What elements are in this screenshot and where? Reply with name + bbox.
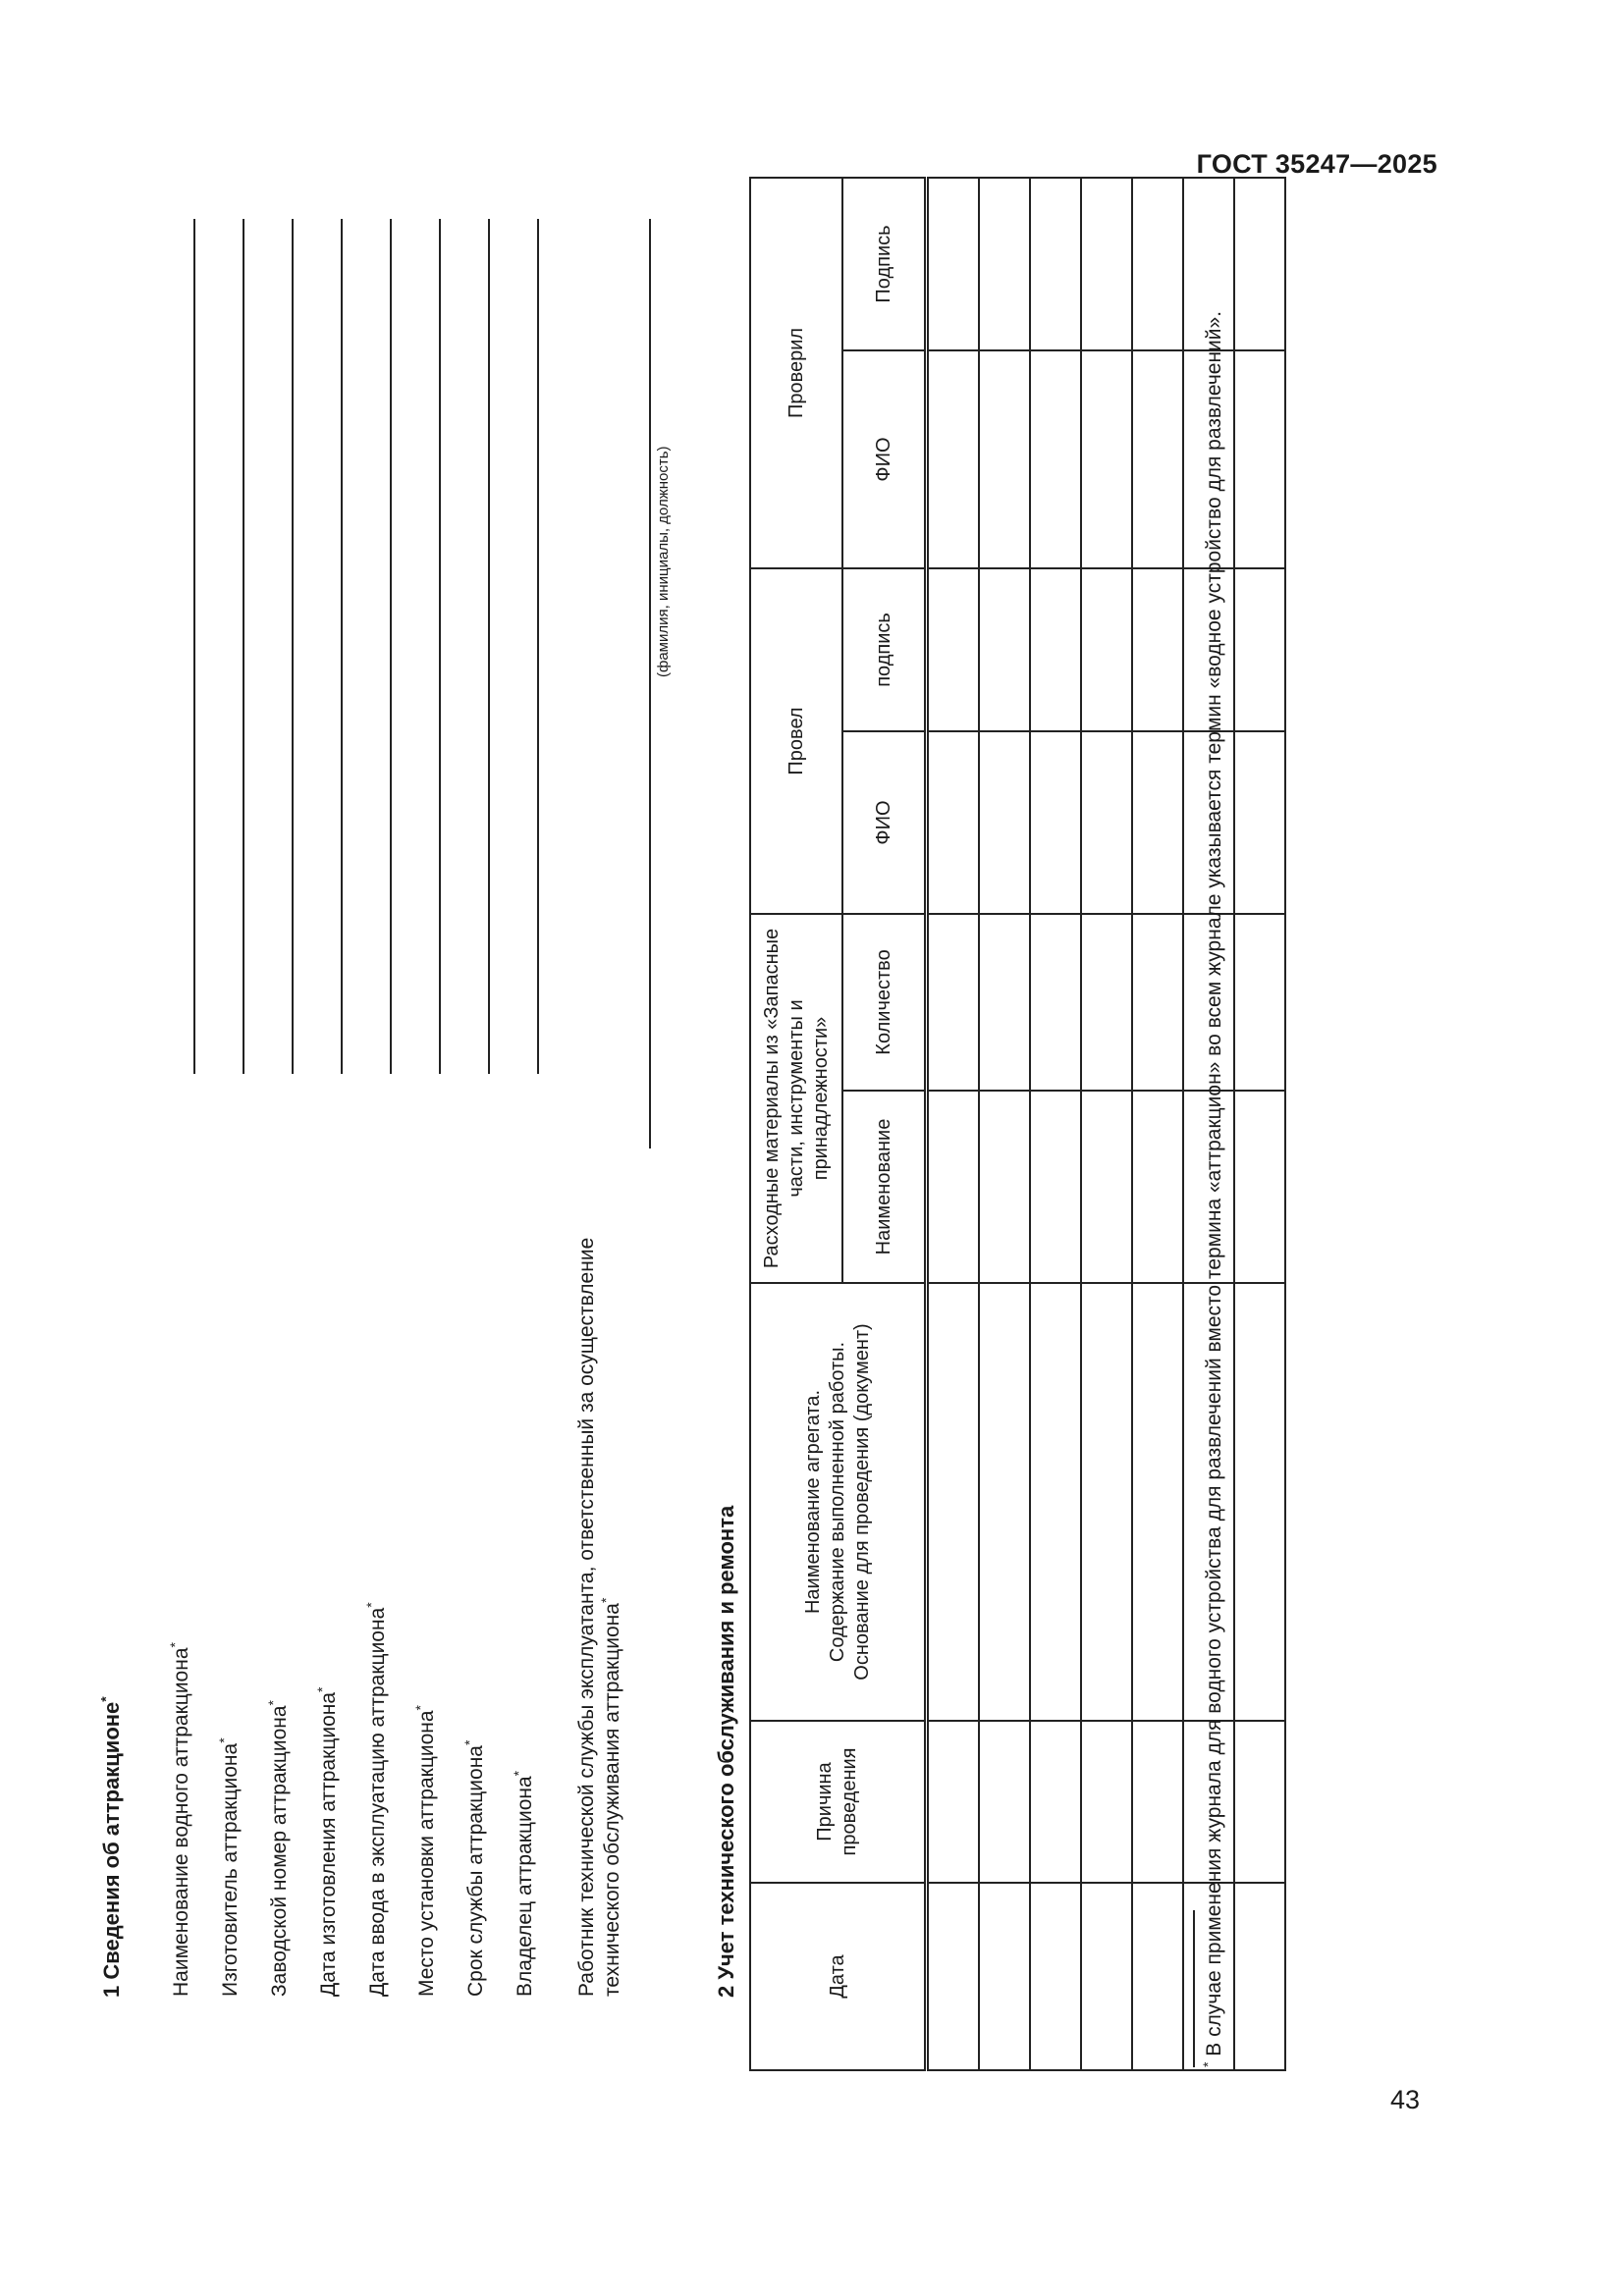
rotated-content <box>93 10 1409 2071</box>
table-cell[interactable] <box>927 568 980 731</box>
field-owner <box>508 219 539 1997</box>
table-cell[interactable] <box>1081 1091 1132 1283</box>
col-performed-by: Провел <box>750 568 842 914</box>
table-cell[interactable] <box>927 350 980 568</box>
table-cell[interactable] <box>1081 1883 1132 2070</box>
col-reason: Причина проведения <box>750 1721 927 1883</box>
table-row <box>1234 178 1285 2070</box>
table-cell[interactable] <box>927 1883 980 2070</box>
table-cell[interactable] <box>1030 568 1081 731</box>
table-cell[interactable] <box>1081 568 1132 731</box>
table-cell[interactable] <box>1081 1721 1132 1883</box>
page-number: 43 <box>1390 2085 1421 2114</box>
field-label: Наименование водного аттракциона* <box>167 1642 192 1997</box>
table-cell[interactable] <box>1132 1283 1183 1721</box>
table-cell[interactable] <box>1030 350 1081 568</box>
table-cell[interactable] <box>979 1091 1030 1283</box>
table-cell[interactable] <box>1234 1091 1285 1283</box>
fill-line[interactable] <box>292 219 294 1074</box>
footnote-rule <box>1193 1910 1195 2067</box>
fill-line[interactable] <box>488 219 490 1074</box>
table-cell[interactable] <box>1234 350 1285 568</box>
field-label: Срок службы аттракциона* <box>461 1739 487 1997</box>
table-cell[interactable] <box>927 731 980 914</box>
field-manufacturer <box>213 219 244 1997</box>
field-service-life <box>459 219 490 1997</box>
table-cell[interactable] <box>1132 1091 1183 1283</box>
table-cell[interactable] <box>979 178 1030 350</box>
table-cell[interactable] <box>927 1091 980 1283</box>
table-cell[interactable] <box>1234 914 1285 1091</box>
table-cell[interactable] <box>1234 1721 1285 1883</box>
field-serial-number <box>262 219 294 1997</box>
table-row <box>1081 178 1132 2070</box>
table-cell[interactable] <box>1132 178 1183 350</box>
col-unit-work-basis: Наименование агрегата. Содержание выполненной работы. Основание для проведения (документ) <box>750 1283 927 1721</box>
table-row <box>927 178 980 2070</box>
table-cell[interactable] <box>1081 1283 1132 1721</box>
table-row <box>1132 178 1183 2070</box>
table-cell[interactable] <box>927 1283 980 1721</box>
table-cell[interactable] <box>1030 731 1081 914</box>
responsible-worker-label: Работник технической службы эксплуатанта, ответственный за осуществление технического обслуживания аттракциона* <box>575 1237 623 1997</box>
table-cell[interactable] <box>1081 914 1132 1091</box>
col-materials-quantity: Количество <box>842 914 927 1091</box>
fill-line[interactable] <box>439 219 441 1074</box>
field-label: Дата ввода в эксплуатацию аттракциона* <box>363 1602 389 1997</box>
table-cell[interactable] <box>1132 914 1183 1091</box>
field-label: Изготовитель аттракциона* <box>216 1737 242 1997</box>
table-cell[interactable] <box>979 350 1030 568</box>
field-label: Дата изготовления аттракциона* <box>314 1686 340 1997</box>
table-cell[interactable] <box>1030 1283 1081 1721</box>
table-cell[interactable] <box>1030 178 1081 350</box>
field-label: Заводской номер аттракциона* <box>265 1700 291 1997</box>
table-cell[interactable] <box>1081 178 1132 350</box>
table-cell[interactable] <box>1132 568 1183 731</box>
table-cell[interactable] <box>1030 1721 1081 1883</box>
field-install-location <box>409 219 441 1997</box>
fill-line[interactable] <box>243 219 244 1074</box>
col-checked-by: Проверил <box>750 178 842 568</box>
col-checked-signature: Подпись <box>842 178 927 350</box>
table-cell[interactable] <box>1030 1883 1081 2070</box>
section1-title: 1 Сведения об аттракционе* <box>97 1696 124 1998</box>
col-materials-name: Наименование <box>842 1091 927 1283</box>
col-materials: Расходные материалы из «Запасные части, инструменты и принадлежности» <box>750 914 842 1283</box>
table-cell[interactable] <box>979 914 1030 1091</box>
table-cell[interactable] <box>1132 731 1183 914</box>
fill-line[interactable] <box>193 219 195 1074</box>
table-cell[interactable] <box>979 1721 1030 1883</box>
table-cell[interactable] <box>1234 731 1285 914</box>
table-cell[interactable] <box>1234 568 1285 731</box>
footnote: * В случае применения журнала для водного устройства для развлечений вместо термина «аттракцион» во всем журнале указывается термин «водное устройство для развлечений». <box>1200 310 1225 2067</box>
col-checked-name: ФИО <box>842 350 927 568</box>
table-cell[interactable] <box>1234 1883 1285 2070</box>
table-row <box>1030 178 1081 2070</box>
table-cell[interactable] <box>1132 1883 1183 2070</box>
table-cell[interactable] <box>1132 1721 1183 1883</box>
standard-header: ГОСТ 35247—2025 <box>1196 149 1437 179</box>
table-cell[interactable] <box>1081 731 1132 914</box>
table-row <box>979 178 1030 2070</box>
field-manufacture-date <box>311 219 343 1997</box>
section2-title: 2 Учет технического обслуживания и ремонта <box>714 1505 738 1998</box>
responsible-worker-caption: (фамилия, инициалы, должность) <box>655 446 672 677</box>
table-cell[interactable] <box>1234 178 1285 350</box>
field-label: Владелец аттракциона* <box>511 1770 536 1997</box>
col-performed-signature: подпись <box>842 568 927 731</box>
table-cell[interactable] <box>979 1883 1030 2070</box>
table-cell[interactable] <box>1081 350 1132 568</box>
fill-line[interactable] <box>537 219 539 1074</box>
table-cell[interactable] <box>927 178 980 350</box>
table-cell[interactable] <box>927 914 980 1091</box>
responsible-worker-fill-line[interactable] <box>649 219 651 1148</box>
table-cell[interactable] <box>979 731 1030 914</box>
fill-line[interactable] <box>341 219 343 1074</box>
table-cell[interactable] <box>979 1283 1030 1721</box>
table-cell[interactable] <box>979 568 1030 731</box>
table-cell[interactable] <box>927 1721 980 1883</box>
field-commissioning-date <box>360 219 392 1997</box>
col-performed-name: ФИО <box>842 731 927 914</box>
fill-line[interactable] <box>390 219 392 1074</box>
table-cell[interactable] <box>1030 914 1081 1091</box>
table-cell[interactable] <box>1030 1091 1081 1283</box>
col-date: Дата <box>750 1883 927 2070</box>
field-water-attraction-name <box>164 219 195 1997</box>
table-cell[interactable] <box>1132 350 1183 568</box>
field-label: Место установки аттракциона* <box>412 1705 438 1997</box>
table-cell[interactable] <box>1234 1283 1285 1721</box>
